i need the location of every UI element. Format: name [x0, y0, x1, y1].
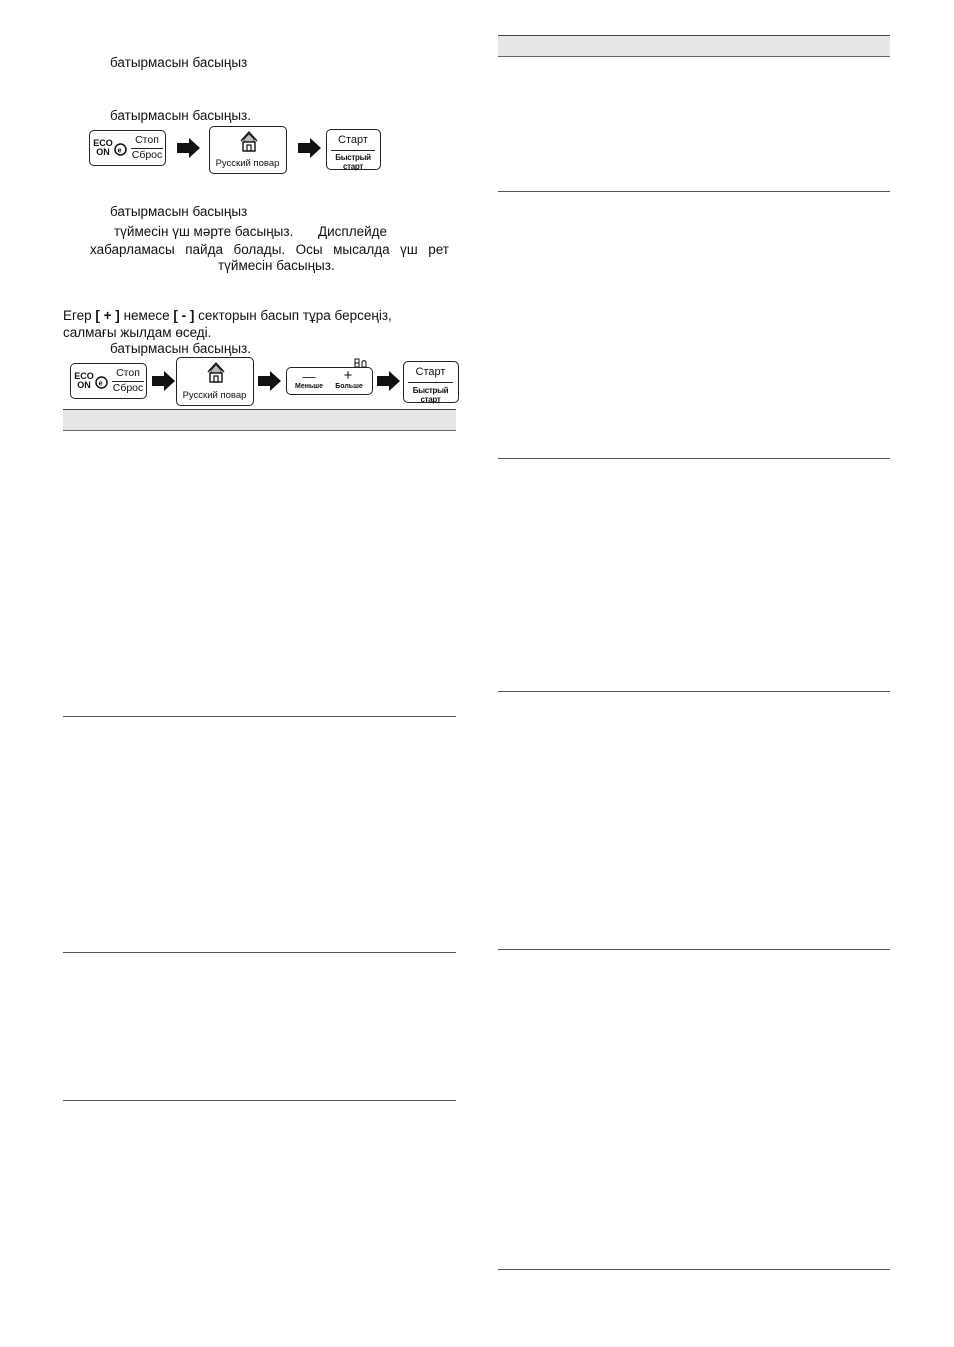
- start-divider: [331, 150, 375, 151]
- start-label: Старт: [338, 134, 368, 146]
- start-key[interactable]: [326, 129, 381, 170]
- svg-text:e: e: [98, 380, 103, 388]
- instruction-line-7: батырмасын басыңыз.: [110, 341, 251, 356]
- stop-label: Стоп: [135, 134, 159, 146]
- russian-chef-key[interactable]: [209, 126, 287, 174]
- para-if: Егер: [63, 308, 92, 323]
- russian-chef-key[interactable]: [176, 357, 254, 406]
- less-label: Меньше: [295, 383, 323, 390]
- hold-key-paragraph: [63, 307, 443, 324]
- chef-house-icon: [239, 130, 259, 152]
- instruction-line-3: батырмасын басыңыз: [110, 204, 248, 219]
- left-table-row-divider: [63, 716, 456, 717]
- svg-text:e: e: [117, 147, 122, 155]
- left-table-header: [63, 409, 456, 431]
- quick-start-label: Быстрый старт: [335, 153, 371, 171]
- chef-label: Русский повар: [182, 390, 247, 401]
- hold-key-paragraph-line-2: салмағы жылдам өседі.: [63, 325, 212, 340]
- start-label: Старт: [415, 366, 446, 378]
- instruction-line-4a: түймесін үш мәрте басыңыз.: [114, 224, 294, 239]
- quick-start-label: Быстрый старт: [412, 386, 449, 404]
- instruction-line-6: түймесін басыңыз.: [218, 258, 335, 273]
- instruction-line-4b: Дисплейде: [318, 224, 388, 239]
- eco-stop-key[interactable]: [89, 130, 166, 166]
- left-table-row-divider: [63, 952, 456, 953]
- right-table-row-divider: [498, 949, 890, 950]
- less-more-key[interactable]: [286, 367, 373, 395]
- reset-label: Сброс: [131, 149, 163, 161]
- right-table-row-divider: [498, 191, 890, 192]
- eco-label: ECO: [74, 371, 94, 381]
- reset-label: Сброс: [112, 382, 144, 394]
- instruction-line-5: хабарламасы пайда болады. Осы мысалда үш рет: [90, 242, 449, 257]
- minus-sign[interactable]: —: [302, 369, 316, 384]
- chef-house-icon: [206, 361, 226, 383]
- eco-label: ECO: [93, 138, 113, 148]
- start-key[interactable]: [403, 361, 459, 403]
- eco-on-label: ON: [96, 147, 110, 157]
- right-table-header: [498, 35, 890, 57]
- stop-label: Стоп: [116, 367, 140, 379]
- right-table-row-divider: [498, 458, 890, 459]
- weight-icon: [354, 355, 368, 365]
- left-table-row-divider: [63, 1100, 456, 1101]
- plus-sign[interactable]: +: [343, 367, 353, 384]
- plus-key-ref: [ + ]: [95, 308, 120, 323]
- right-table-row-divider: [498, 691, 890, 692]
- instruction-line-1: батырмасын басыңыз: [110, 55, 248, 70]
- minus-key-ref: [ - ]: [173, 308, 195, 323]
- instruction-line-2: батырмасын басыңыз.: [110, 108, 251, 123]
- eco-leaf-icon: [114, 143, 127, 156]
- eco-leaf-icon: [95, 376, 108, 389]
- chef-label: Русский повар: [215, 158, 280, 169]
- eco-stop-key[interactable]: [70, 363, 147, 399]
- para-or: немесе: [123, 308, 170, 323]
- eco-on-label: ON: [77, 380, 91, 390]
- more-label: Больше: [335, 383, 363, 390]
- para-rest: секторын басып тұра берсеңіз,: [198, 308, 392, 323]
- right-table-row-divider: [498, 1269, 890, 1270]
- start-divider: [408, 382, 453, 383]
